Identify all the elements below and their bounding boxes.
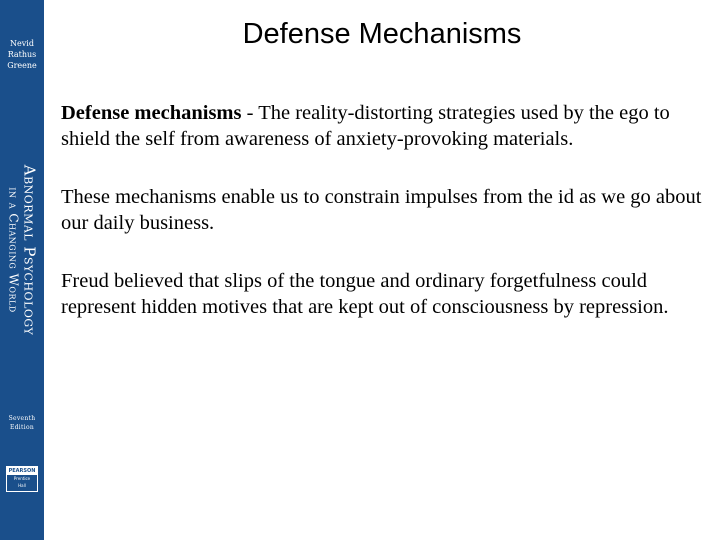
book-title-line-1: Abnormal Psychology — [20, 164, 39, 336]
author-3: Greene — [7, 61, 37, 70]
book-title-vertical — [7, 165, 38, 336]
definition-term: Defense mechanisms — [61, 102, 242, 124]
edition-label — [0, 414, 44, 432]
slide-body — [61, 100, 709, 352]
paragraph-3: Freud believed that slips of the tongue and ordinary forgetfulness could represent hidden motives that are kept out of consciousness by repression. — [61, 270, 669, 318]
book-sidebar — [0, 0, 44, 540]
edition-line-2: Edition — [9, 424, 35, 431]
publisher-name: PEARSON — [8, 468, 36, 474]
author-2: Rathus — [7, 50, 37, 59]
edition-line-1: Seventh — [8, 415, 36, 422]
slide-title: Defense Mechanisms — [242, 18, 522, 50]
publisher-sub-2: Hall — [18, 483, 26, 488]
paragraph-2: These mechanisms enable us to constrain impulses from the id as we go about our daily business. — [61, 186, 702, 234]
publisher-logo — [6, 466, 38, 492]
book-title-line-2: in a Changing World — [6, 187, 21, 313]
definition-text: - The reality-distorting strategies used by the ego to shield the self from awareness of anxiety-provoking materials. — [61, 102, 670, 150]
author-names — [0, 38, 44, 71]
author-1: Nevid — [10, 39, 34, 48]
publisher-sub-1: Prentice — [13, 476, 31, 481]
definition-paragraph — [61, 100, 709, 152]
